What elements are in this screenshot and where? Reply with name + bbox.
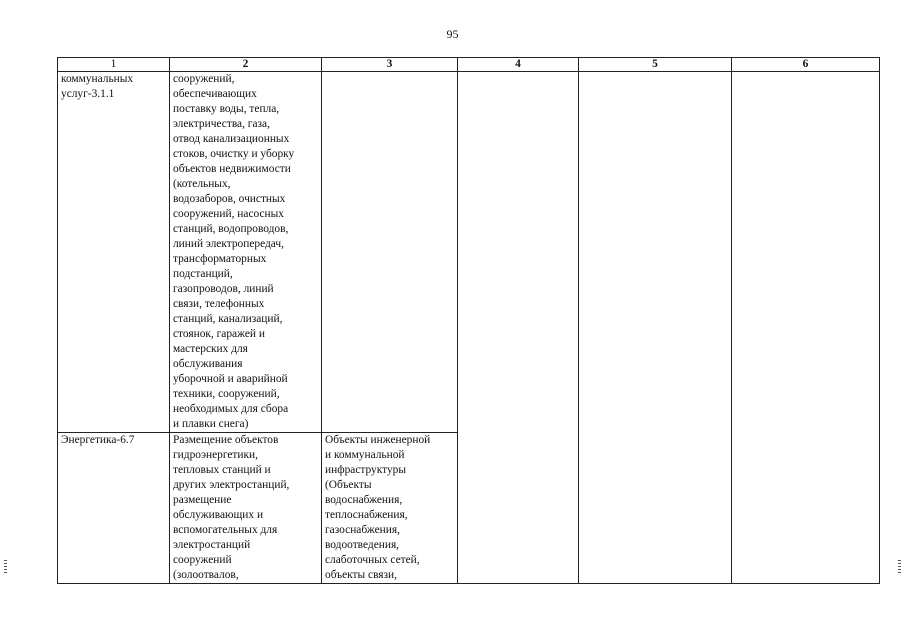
- column-header-5: 5: [579, 58, 732, 72]
- table-cell: [322, 433, 458, 584]
- page-number: 95: [446, 27, 459, 41]
- cell-text: Объекты инженерной и коммунальной инфраструктуры (Объекты водоснабжения, теплоснабжения, газоснабжения, водоотведения, слаботочных сетей, объекты связи,: [325, 434, 431, 581]
- column-header-3: 3: [322, 58, 458, 72]
- table-cell: [58, 72, 170, 433]
- table-cell: [58, 433, 170, 584]
- table-cell: [458, 72, 579, 584]
- scan-edge-mark-left: [4, 560, 7, 574]
- document-table: [57, 57, 880, 584]
- table-cell: [170, 433, 322, 584]
- scan-edge-mark-right: [898, 560, 901, 574]
- cell-text: коммунальных услуг-3.1.1: [61, 73, 134, 100]
- table-row: [58, 72, 880, 433]
- table-cell: [170, 72, 322, 433]
- cell-text: Энергетика-6.7: [61, 434, 135, 446]
- table-cell: [322, 72, 458, 433]
- column-header-1: 1: [58, 58, 170, 72]
- column-header-4: 4: [458, 58, 579, 72]
- column-header-2: 2: [170, 58, 322, 72]
- table-cell: [732, 72, 880, 584]
- cell-text: Размещение объектов гидроэнергетики, тепловых станций и других электростанций, размещение обслуживающих и вспомогательных для электростанций сооружений (золоотвалов,: [173, 434, 290, 581]
- table-cell: [579, 72, 732, 584]
- column-header-6: 6: [732, 58, 880, 72]
- table-header-row: [58, 58, 880, 72]
- cell-text: сооружений, обеспечивающих поставку воды, тепла, электричества, газа, отвод канализационных стоков, очистку и уборку объектов недвижимости (котельных, водозаборов, очистных сооружений, насосных станций, водопроводов, линий электропередач, трансформаторных подстанций, газопроводов, линий связи, телефонных станций, канализаций, стоянок, гаражей и мастерских для обслуживания уборочной и аварийной техники, сооружений, необходимых для сбора и плавки снега): [173, 73, 295, 430]
